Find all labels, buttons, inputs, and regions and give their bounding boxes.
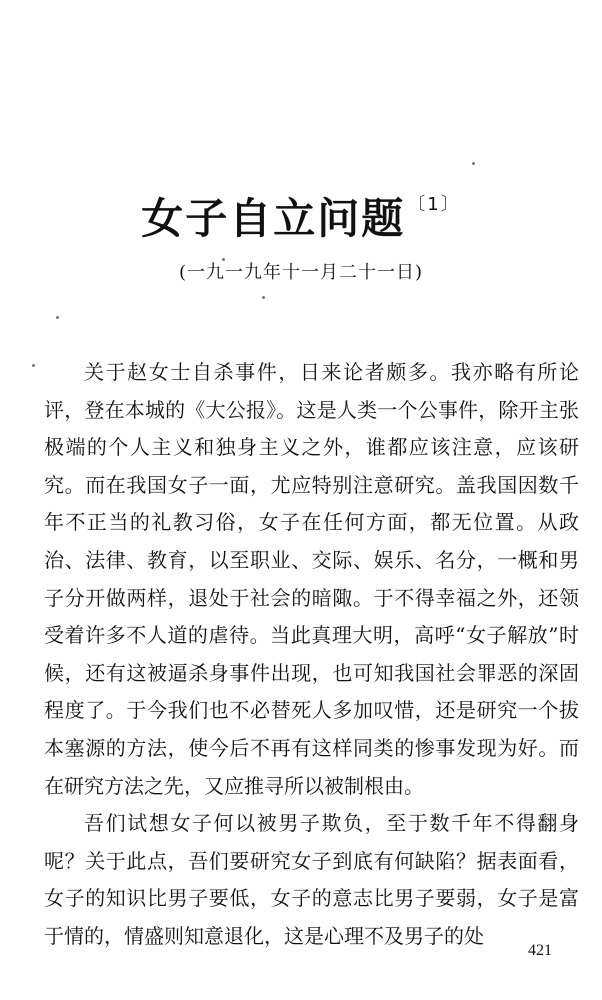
article-date: (一九一九年十一月二十一日): [178, 262, 424, 283]
title-text: 女子自立问题: [141, 194, 406, 243]
paragraph: 关于赵女士自杀事件，日来论者颇多。我亦略有所论评，登在本城的《大公报》。这是人类一个公事件，除开主张极端的个人主义和独身主义之外，谁都应该注意，应该研究。而在我国女子一面，尤应特别注意研究。盖我国因数千年不正当的礼教习俗，女子在任何方面，都无位置。从政治、法律、教育，以至职业、交际、娱乐、名分，一概和男子分开做两样，退处于社会的暗陬。于不得幸福之外，还领受着许多不人道的虐待。当此真理大明，高呼“女子解放”时候，还有这被逼杀身事件出现，也可知我国社会罪恶的深固程度了。于今我们也不必替死人多加叹惜，还是研究一个拔本塞源的方法，使今后不再有这样同类的惨事发现为好。而在研究方法之先，又应推寻所以被制根由。: [44, 360, 579, 798]
scan-speck: [262, 296, 265, 299]
article-body: [44, 354, 579, 956]
scan-speck: [472, 162, 475, 165]
scan-speck: [56, 316, 59, 319]
paragraph: 吾们试想女子何以被男子欺负，至于数千年不得翻身呢？关于此点，吾们要研究女子到底有何缺陷？据表面看，女子的知识比男子要低，女子的意志比男子要弱，女子是富于情的，情盛则知意退化，这是心理不及男子的处: [44, 811, 579, 948]
page-number: 421: [528, 942, 552, 959]
article-title: [0, 194, 602, 243]
scan-speck: [32, 364, 35, 367]
footnote-marker: 〔1〕: [407, 194, 461, 215]
